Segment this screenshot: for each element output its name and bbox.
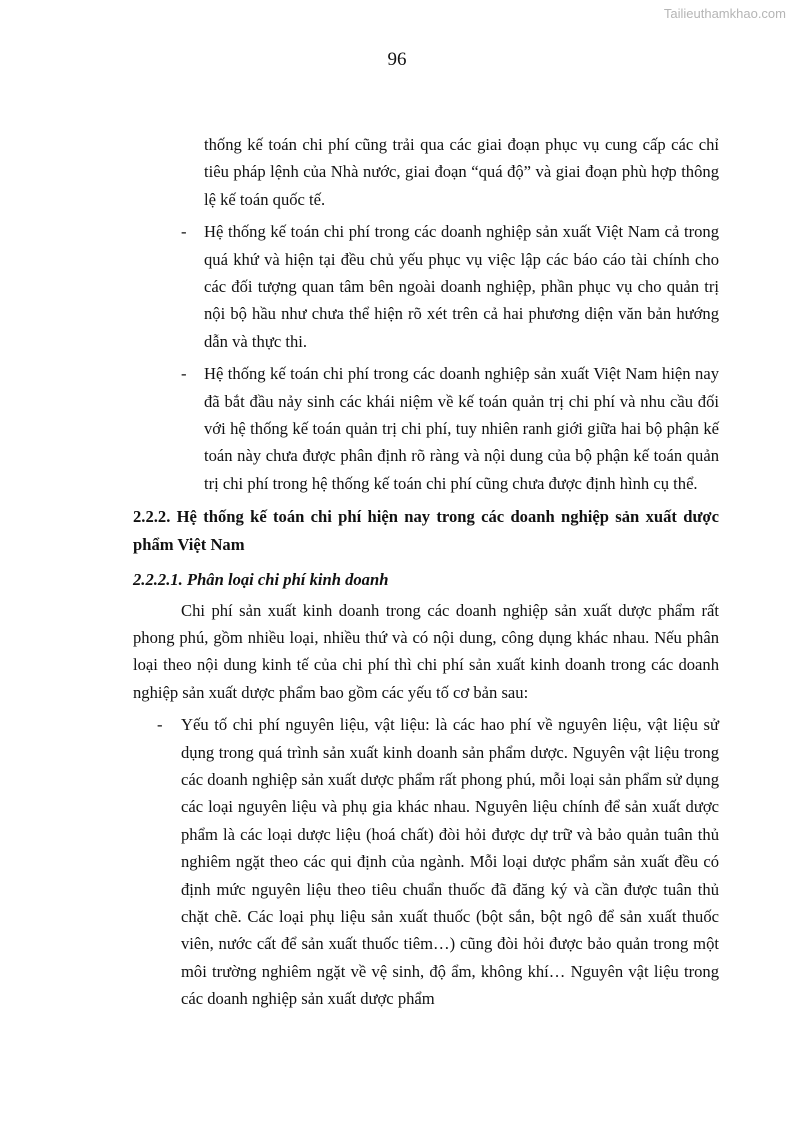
bullet-item [133, 360, 719, 497]
continuation-paragraph: thống kế toán chi phí cũng trải qua các giai đoạn phục vụ cung cấp các chỉ tiêu pháp lệnh của Nhà nước, giai đoạn “quá độ” và giai đoạn phù hợp thông lệ kế toán quốc tế. [204, 135, 719, 209]
element-bullet-item [133, 711, 719, 1012]
page-content [133, 131, 719, 1018]
section-heading: 2.2.2. Hệ thống kế toán chi phí hiện nay trong các doanh nghiệp sản xuất dược phẩm Việt Nam [133, 507, 719, 554]
subsection-heading: 2.2.2.1. Phân loại chi phí kinh doanh [133, 570, 389, 590]
bullet-text: Yếu tố chi phí nguyên liệu, vật liệu: là các hao phí về nguyên liệu, vật liệu sử dụng trong quá trình sản xuất kinh doanh sản phẩm dược. Nguyên vật liệu trong các doanh nghiệp sản xuất dược phẩm rất phong phú, mỗi loại sản phẩm sử dụng các loại nguyên liệu và phụ gia khác nhau. Nguyên liệu chính để sản xuất dược phẩm là các loại dược liệu (hoá chất) đòi hỏi được dự trữ và bảo quản tuân thủ nghiêm ngặt theo các qui định của ngành. Mỗi loại dược phẩm sản xuất đều có định mức nguyên liệu theo tiêu chuẩn thuốc đã đăng ký và cần được tuân thủ chặt chẽ. Các loại phụ liệu sản xuất thuốc (bột sắn, bột ngô để sản xuất thuốc viên, nước cất để sản xuất thuốc tiêm…) cũng đòi hỏi được bảo quản trong một môi trường nghiêm ngặt về vệ sinh, độ ẩm, không khí… Nguyên vật liệu trong các doanh nghiệp sản xuất dược phẩm [181, 715, 719, 1009]
intro-paragraph: Chi phí sản xuất kinh doanh trong các doanh nghiệp sản xuất dược phẩm rất phong phú, gồm nhiều loại, nhiều thứ và có nội dung, công dụng khác nhau. Nếu phân loại theo nội dung kinh tế của chi phí thì chi phí sản xuất kinh doanh trong các doanh nghiệp sản xuất dược phẩm bao gồm các yếu tố cơ bản sau: [133, 600, 719, 702]
bullet-dash: - [157, 715, 163, 735]
bullet-text: Hệ thống kế toán chi phí trong các doanh nghiệp sản xuất Việt Nam hiện nay đã bắt đầu nảy sinh các khái niệm về kế toán quản trị chi phí và nhu cầu đối với hệ thống kế toán quản trị chi phí, tuy nhiên ranh giới giữa hai bộ phận kế toán này chưa được phân định rõ ràng và nội dung của bộ phận kế toán quản trị chi phí trong hệ thống kế toán chi phí cũng chưa được định hình cụ thể. [204, 364, 719, 493]
watermark: Tailieuthamkhao.com [663, 6, 786, 21]
bullet-dash: - [181, 364, 187, 384]
bullet-dash: - [181, 222, 187, 242]
bullet-text: Hệ thống kế toán chi phí trong các doanh nghiệp sản xuất Việt Nam cả trong quá khứ và hiện tại đều chủ yếu phục vụ việc lập các báo cáo tài chính cho các đối tượng quan tâm bên ngoài doanh nghiệp, phần phục vụ cho quản trị nội bộ hầu như chưa thể hiện rõ xét trên cả hai phương diện văn bản hướng dẫn và thực thi. [204, 222, 719, 351]
page-number: 96 [387, 49, 407, 70]
bullet-item [133, 218, 719, 355]
